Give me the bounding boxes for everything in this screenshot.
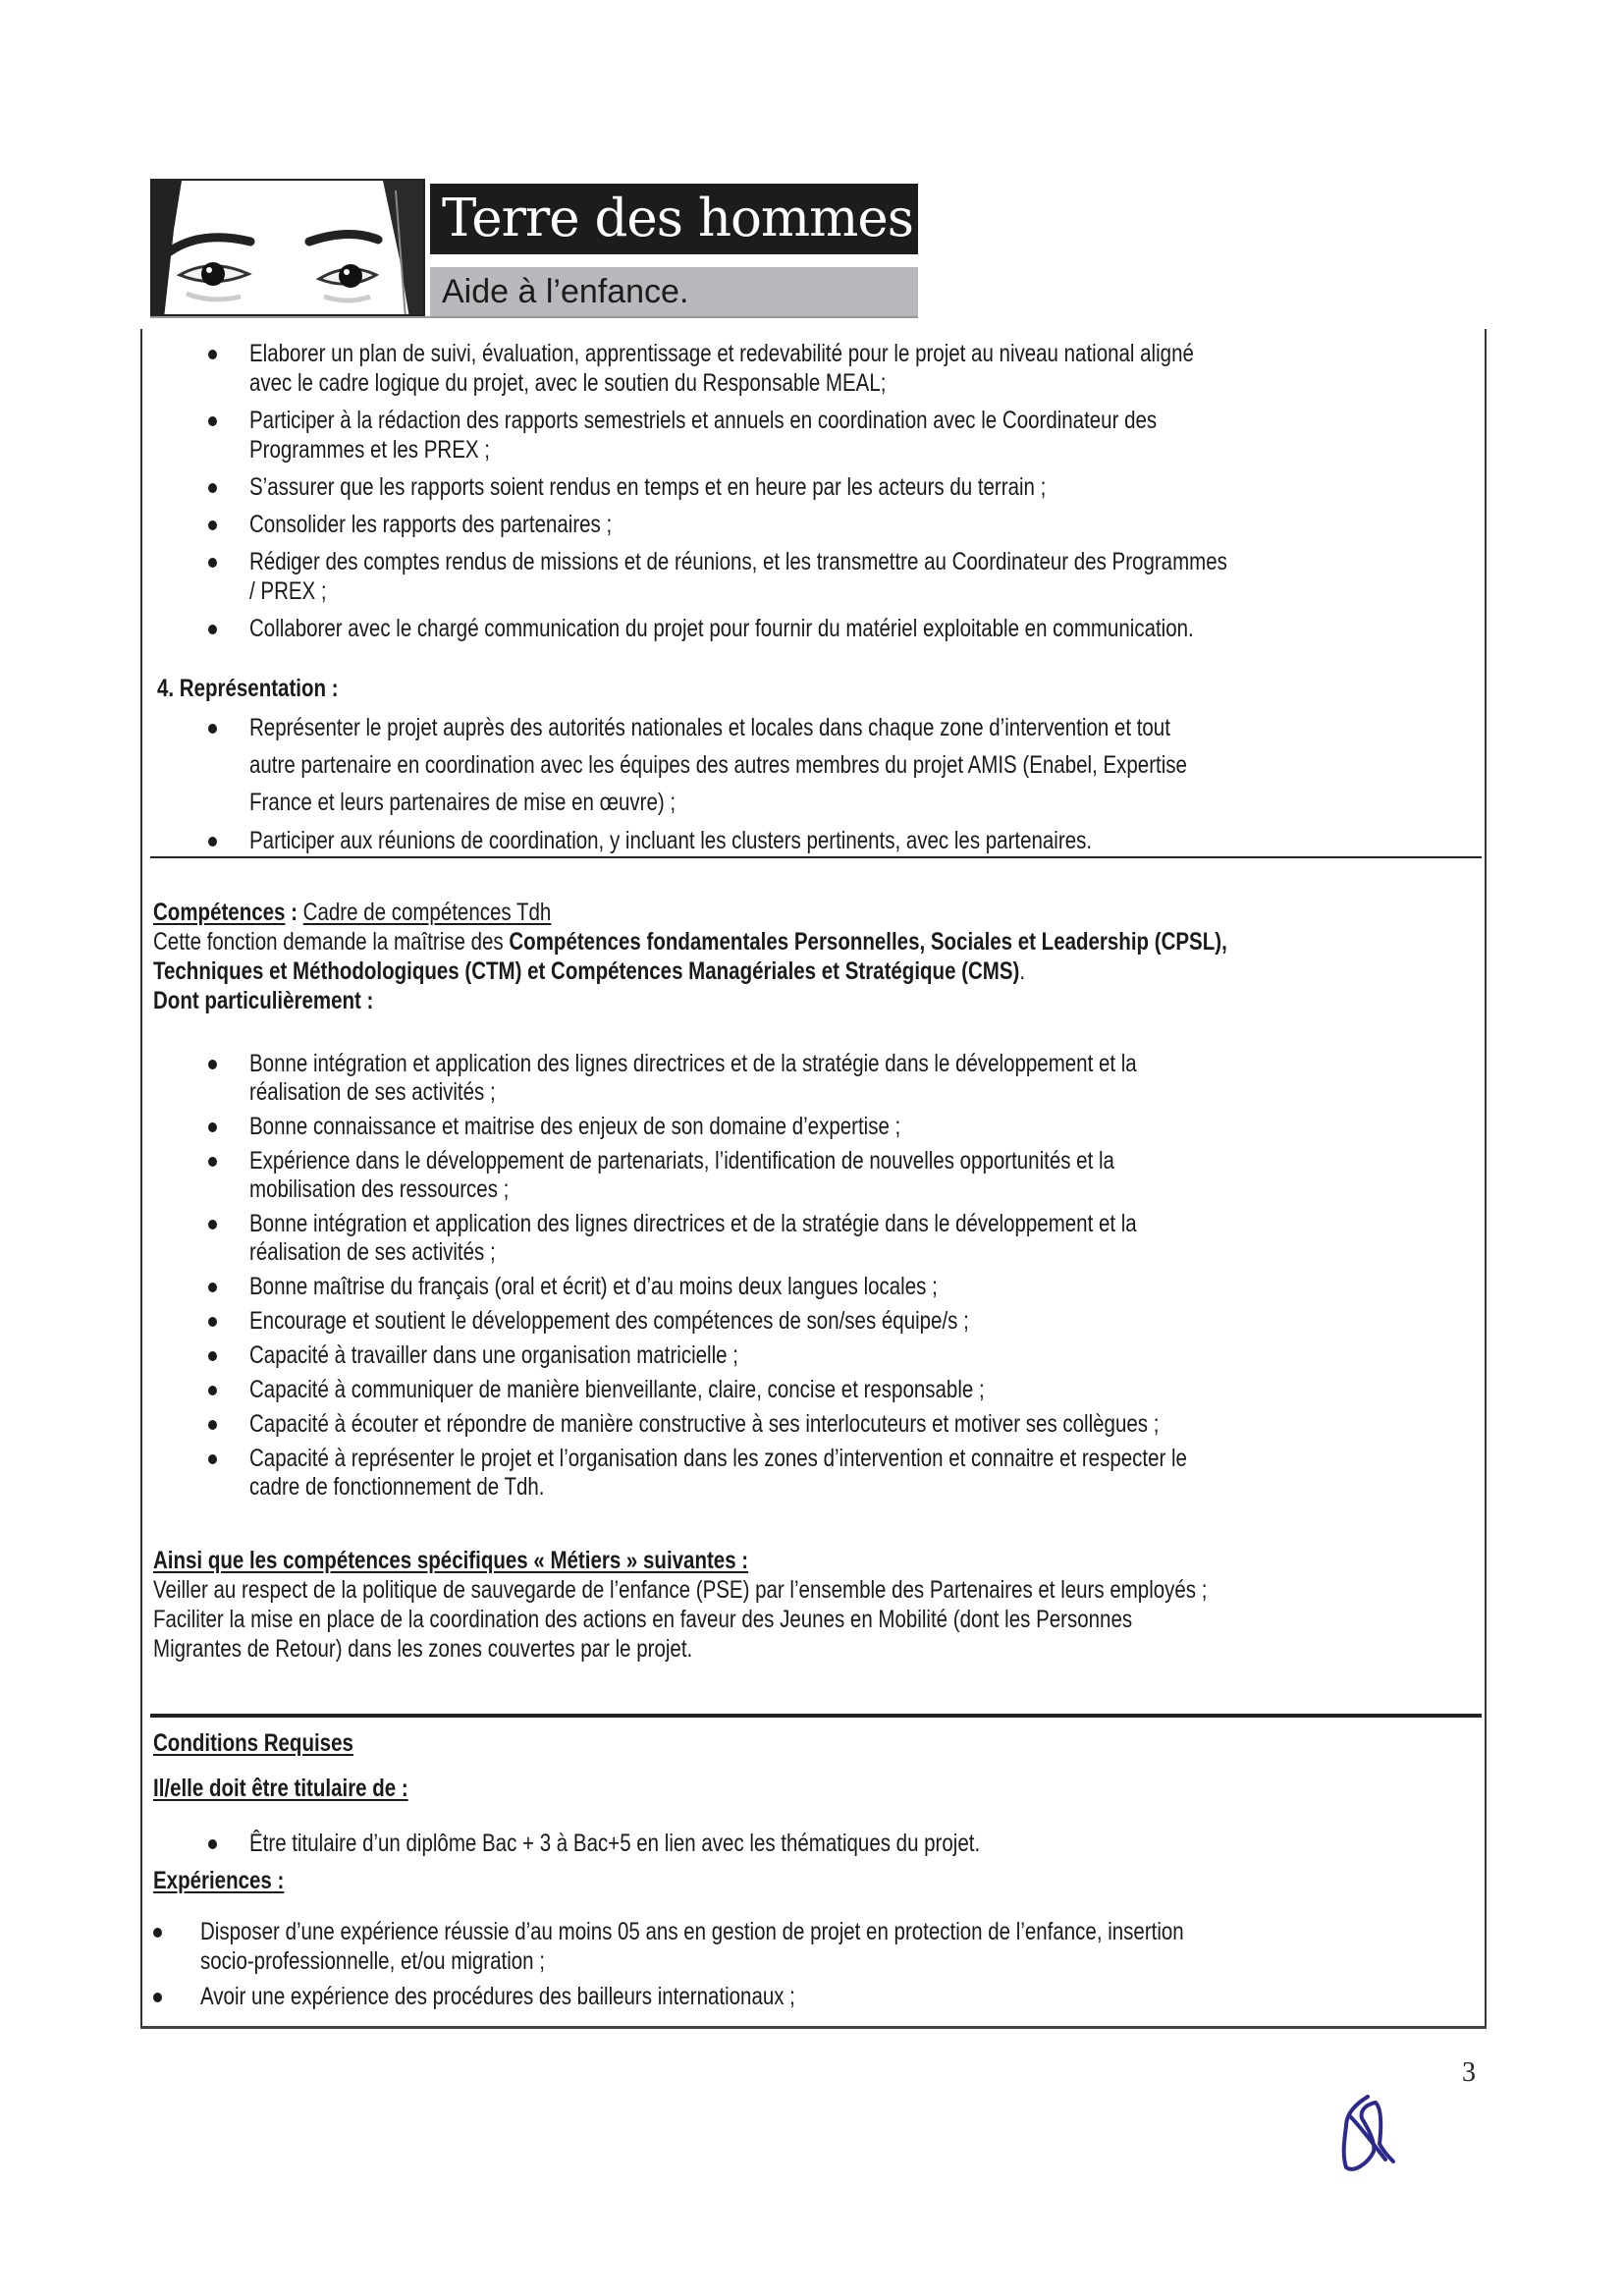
list-item-line: socio-professionnelle, et/ou migration ; xyxy=(200,1947,545,1975)
list-item-line: Bonne intégration et application des lignes directrices et de la stratégie dans le développement et la xyxy=(249,1050,1137,1077)
competences-intro-bold-2: Techniques et Méthodologiques (CTM) et Compétences Managériales et Stratégique (CMS) xyxy=(153,957,1020,985)
list-item-line: Participer aux réunions de coordination, y incluant les clusters pertinents, avec les partenaires. xyxy=(249,827,1093,854)
bullet-icon xyxy=(208,1454,217,1464)
list-item-line: Encourage et soutient le développement des compétences de son/ses équipe/s ; xyxy=(249,1307,969,1335)
conditions-heading: Conditions Requises xyxy=(153,1729,353,1757)
competences-intro-line-2 xyxy=(153,957,1217,986)
list-item-line: Capacité à écouter et répondre de manière constructive à ses interlocuteurs et motiver ses collègues ; xyxy=(249,1410,1160,1438)
list-item-line: Bonne maîtrise du français (oral et écrit) et d’au moins deux langues locales ; xyxy=(249,1273,938,1300)
handwritten-initials xyxy=(1321,2087,1419,2185)
page-number: 3 xyxy=(1462,2057,1476,2088)
list-item-line: réalisation de ses activités ; xyxy=(249,1078,496,1106)
list-item-line: / PREX ; xyxy=(249,577,327,605)
competences-intro-bold-1: Compétences fondamentales Personnelles, Sociales et Leadership (CPSL), xyxy=(509,928,1227,956)
bullet-icon xyxy=(208,1122,217,1132)
list-item-line: France et leurs partenaires de mise en œuvre) ; xyxy=(249,789,677,816)
competences-heading-text xyxy=(153,898,551,927)
eyes-illustration-icon xyxy=(152,181,425,316)
metiers-line: Migrantes de Retour) dans les zones couvertes par le projet. xyxy=(153,1635,693,1663)
diploma-heading: Il/elle doit être titulaire de : xyxy=(153,1775,408,1802)
list-item-line: Représenter le projet auprès des autorités nationales et locales dans chaque zone d’intervention et tout xyxy=(249,714,1170,741)
section-divider-thick xyxy=(150,1714,1482,1718)
bullet-icon xyxy=(208,1283,217,1292)
list-item-line: Programmes et les PREX ; xyxy=(249,436,490,464)
logo-org-name: Terre des hommes xyxy=(430,184,918,254)
list-item-line: mobilisation des ressources ; xyxy=(249,1175,510,1203)
bullet-icon xyxy=(208,1317,217,1327)
list-item-line: autre partenaire en coordination avec les équipes des autres membres du projet AMIS (Enabel, Expertise xyxy=(249,751,1187,779)
experience-heading: Expériences : xyxy=(153,1867,285,1894)
list-item-line: S’assurer que les rapports soient rendus en temps et en heure par les acteurs du terrain ; xyxy=(249,473,1047,501)
competences-intro-line-2-text xyxy=(153,957,1025,986)
list-item-line: Bonne connaissance et maitrise des enjeux de son domaine d’expertise ; xyxy=(249,1113,901,1140)
bullet-icon xyxy=(208,1060,217,1069)
list-item-line: Consolider les rapports des partenaires ; xyxy=(249,511,613,538)
bullet-icon xyxy=(208,416,217,426)
list-item-line: Elaborer un plan de suivi, évaluation, apprentissage et redevabilité pour le projet au niveau national aligné xyxy=(249,340,1194,367)
list-item-line: Disposer d’une expérience réussie d’au moins 05 ans en gestion de projet en protection de l’enfance, insertion xyxy=(200,1918,1184,1945)
list-item-line: Participer à la rédaction des rapports semestriels et annuels en coordination avec le Coordinateur des xyxy=(249,407,1158,434)
list-item-line: Bonne intégration et application des lignes directrices et de la stratégie dans le développement et la xyxy=(249,1210,1137,1237)
list-item-line: avec le cadre logique du projet, avec le soutien du Responsable MEAL; xyxy=(249,369,887,397)
list-item-line: cadre de fonctionnement de Tdh. xyxy=(249,1473,545,1501)
logo-eyes-photo xyxy=(150,179,425,316)
bullet-icon xyxy=(208,625,217,634)
metiers-line: Veiller au respect de la politique de sauvegarde de l’enfance (PSE) par l’ensemble des Partenaires et leurs employés ; xyxy=(153,1576,1208,1604)
bullet-icon xyxy=(208,1351,217,1361)
competences-label: Compétences xyxy=(153,899,286,926)
bullet-icon xyxy=(208,1420,217,1430)
list-item-line: Collaborer avec le chargé communication du projet pour fournir du matériel exploitable en communication. xyxy=(249,615,1194,642)
list-item-line: Expérience dans le développement de partenariats, l’identification de nouvelles opportunités et la xyxy=(249,1147,1114,1175)
competences-intro-line-1-text xyxy=(153,927,1227,957)
competences-intro-line-1 xyxy=(153,927,1463,957)
list-item-line: Capacité à travailler dans une organisation matricielle ; xyxy=(249,1341,738,1369)
list-item-line: Être titulaire d’un diplôme Bac + 3 à Bac+5 en lien avec les thématiques du projet. xyxy=(249,1830,981,1857)
list-item-line: Capacité à représenter le projet et l’organisation dans les zones d’intervention et connaitre et respecter le xyxy=(249,1445,1187,1472)
bullet-icon xyxy=(208,724,217,734)
bullet-icon xyxy=(208,1220,217,1230)
metiers-line: Faciliter la mise en place de la coordination des actions en faveur des Jeunes en Mobilité (dont les Personnes xyxy=(153,1606,1133,1633)
section-divider xyxy=(150,856,1482,858)
bullet-icon xyxy=(208,1839,217,1849)
bullet-icon xyxy=(153,1993,162,2002)
frame-left-border xyxy=(140,329,142,2028)
list-item-line: Capacité à communiquer de manière bienveillante, claire, concise et responsable ; xyxy=(249,1376,985,1403)
list-item-line: Avoir une expérience des procédures des bailleurs internationaux ; xyxy=(200,1983,795,2010)
frame-bottom-border xyxy=(140,2026,1487,2029)
bullet-icon xyxy=(208,558,217,568)
bullet-icon xyxy=(208,837,217,847)
competences-intro-plain: Cette fonction demande la maîtrise des xyxy=(153,928,510,956)
representation-heading: 4. Représentation : xyxy=(157,675,339,702)
competences-intro-end: . xyxy=(1019,957,1026,985)
bullet-icon xyxy=(208,483,217,493)
competences-heading xyxy=(153,898,638,927)
particular-heading: Dont particulièrement : xyxy=(153,987,374,1014)
bullet-icon xyxy=(208,1157,217,1167)
list-item-line: réalisation de ses activités ; xyxy=(249,1238,496,1266)
frame-right-border xyxy=(1485,329,1487,2028)
competences-framework-link[interactable]: Cadre de compétences Tdh xyxy=(302,899,552,926)
bullet-icon xyxy=(153,1928,162,1938)
bullet-icon xyxy=(208,520,217,530)
logo-tagline: Aide à l’enfance. xyxy=(430,267,918,316)
bullet-icon xyxy=(208,350,217,359)
competences-separator: : xyxy=(285,899,303,926)
bullet-icon xyxy=(208,1386,217,1395)
list-item-line: Rédiger des comptes rendus de missions et de réunions, et les transmettre au Coordinateur des Programmes xyxy=(249,548,1227,575)
metiers-heading: Ainsi que les compétences spécifiques « Métiers » suivantes : xyxy=(153,1547,749,1574)
tdh-logo xyxy=(150,179,918,316)
logo-underline xyxy=(150,316,918,318)
